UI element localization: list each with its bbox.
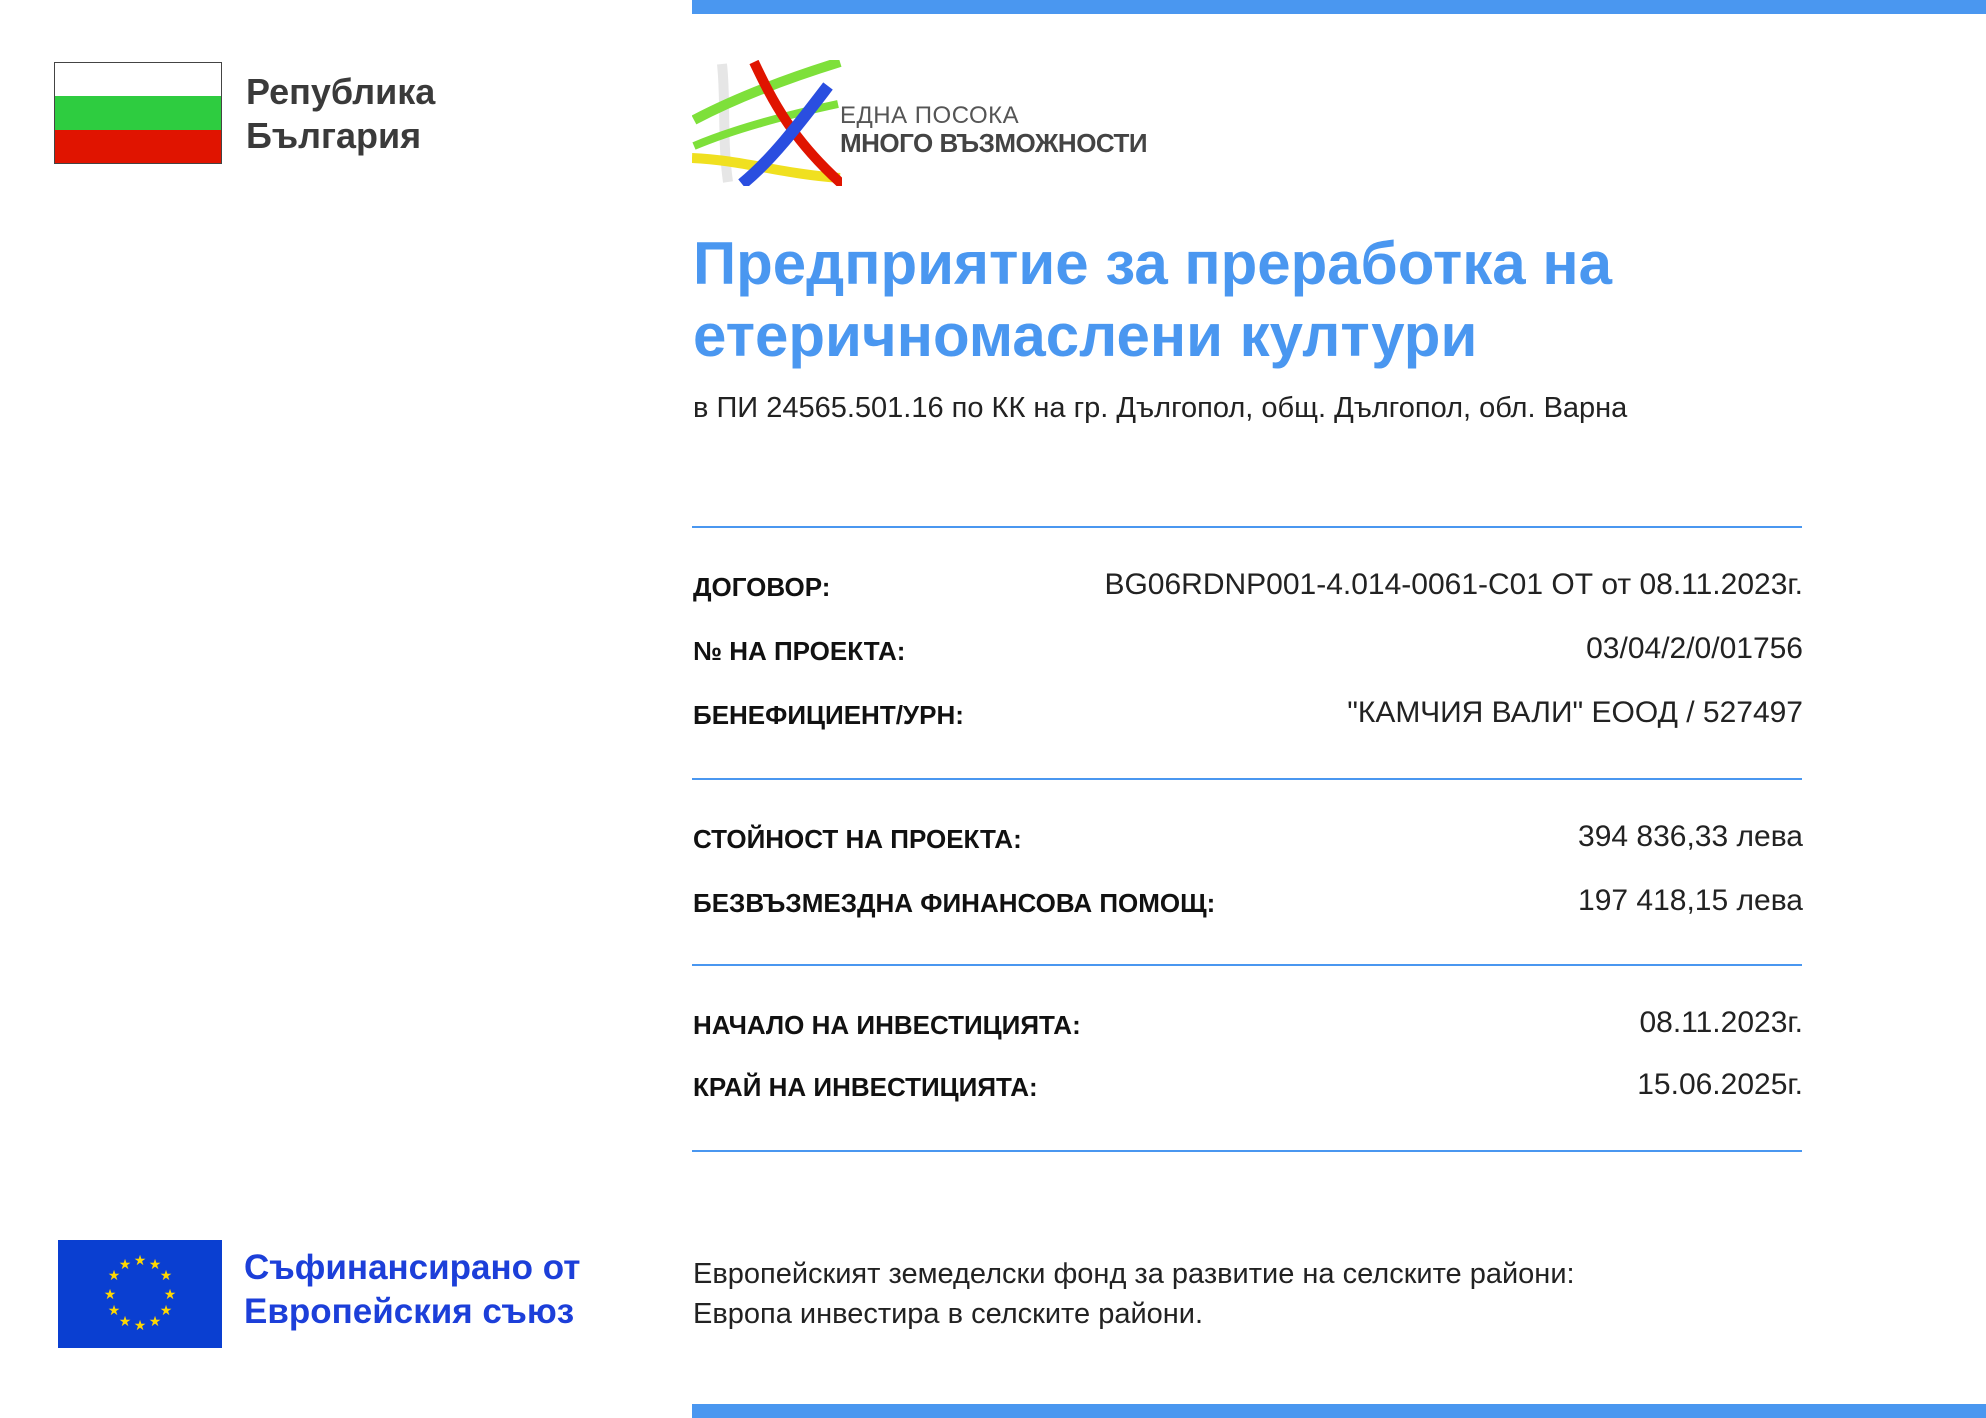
svg-text:★: ★ (118, 1314, 132, 1330)
detail-label: БЕНЕФИЦИЕНТ/УРН: (693, 700, 964, 730)
eu-stars-icon (58, 1240, 222, 1348)
divider (692, 778, 1802, 780)
svg-text:★: ★ (163, 1287, 177, 1303)
fund-line2: Европа инвестира в селските райони. (693, 1298, 1204, 1330)
detail-label: № НА ПРОЕКТА: (693, 636, 906, 666)
divider (692, 1150, 1802, 1152)
detail-value: 15.06.2025г. (1637, 1068, 1803, 1101)
divider (692, 964, 1802, 966)
eu-line1: Съфинансирано от (244, 1248, 581, 1287)
logo-line1: ЕДНА ПОСОКА (840, 102, 1020, 129)
fund-statement (693, 1254, 1575, 1334)
detail-label: СТОЙНОСТ НА ПРОЕКТА: (693, 824, 1022, 854)
detail-value: 03/04/2/0/01756 (1586, 632, 1803, 665)
detail-value: "КАМЧИЯ ВАЛИ" ЕООД / 527497 (1347, 696, 1803, 729)
detail-row-grant (693, 882, 1803, 922)
eu-flag-icon (58, 1240, 222, 1348)
top-accent-bar (692, 0, 1986, 14)
republic-line1: Република (246, 71, 436, 112)
detail-row-project-value (693, 818, 1803, 858)
project-location: в ПИ 24565.501.16 по КК на гр. Дългопол, общ. Дългопол, обл. Варна (693, 392, 1628, 424)
detail-label: НАЧАЛО НА ИНВЕСТИЦИЯТА: (693, 1010, 1081, 1040)
detail-value: 08.11.2023г. (1639, 1006, 1803, 1039)
republic-label (246, 70, 435, 158)
eu-line2: Европейския съюз (244, 1292, 575, 1331)
svg-text:★: ★ (133, 1318, 147, 1334)
detail-label: БЕЗВЪЗМЕЗДНА ФИНАНСОВА ПОМОЩ: (693, 888, 1216, 918)
svg-text:★: ★ (103, 1287, 117, 1303)
svg-text:★: ★ (148, 1257, 162, 1273)
program-logo (692, 60, 1162, 186)
detail-value: BG06RDNP001-4.014-0061-C01 ОТ от 08.11.2023г. (1104, 568, 1803, 601)
bottom-accent-bar (692, 1404, 1986, 1418)
detail-label: КРАЙ НА ИНВЕСТИЦИЯТА: (693, 1072, 1038, 1102)
republic-line2: България (246, 115, 422, 156)
svg-text:★: ★ (107, 1268, 121, 1284)
detail-row-start (693, 1004, 1803, 1044)
detail-value: 394 836,33 лева (1578, 820, 1803, 853)
fund-line1: Европейският земеделски фонд за развитие на селските райони: (693, 1258, 1575, 1290)
detail-row-beneficiary (693, 694, 1803, 734)
detail-value: 197 418,15 лева (1578, 884, 1803, 917)
svg-text:★: ★ (148, 1314, 162, 1330)
title-line2: етеричномаслени култури (693, 302, 1478, 369)
logo-line2: МНОГО ВЪЗМОЖНОСТИ (840, 128, 1148, 158)
bulgaria-flag-icon (54, 62, 222, 164)
detail-row-project-number (693, 630, 1803, 670)
eu-cofinanced-label (244, 1246, 580, 1334)
detail-row-end (693, 1066, 1803, 1106)
project-title (693, 228, 1893, 372)
title-line1: Предприятие за преработка на (693, 230, 1612, 297)
svg-text:★: ★ (159, 1303, 173, 1319)
divider (692, 526, 1802, 528)
svg-text:★: ★ (133, 1253, 147, 1269)
program-logo-icon (692, 60, 842, 186)
detail-row-contract (693, 566, 1803, 606)
svg-text:★: ★ (107, 1303, 121, 1319)
svg-text:★: ★ (159, 1268, 173, 1284)
detail-label: ДОГОВОР: (693, 572, 831, 602)
svg-text:★: ★ (118, 1257, 132, 1273)
